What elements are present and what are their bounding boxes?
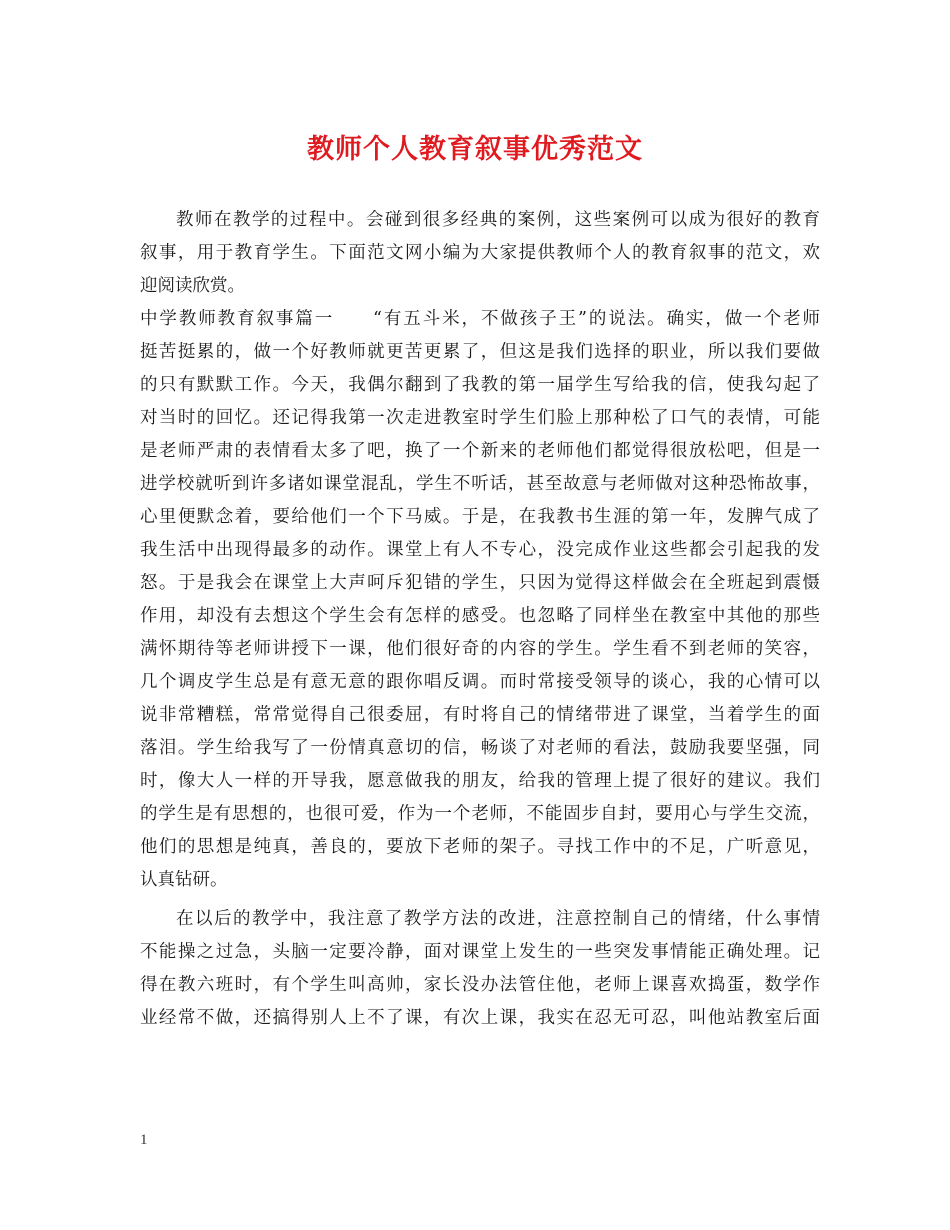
paragraph-line: 怒。于是我会在课堂上大声呵斥犯错的学生，只因为觉得这样做会在全班起到震慑 — [140, 573, 820, 593]
paragraph-line: 心里便默念着，要给他们一个下马威。于是，在我教书生涯的第一年，发脾气成了 — [140, 507, 820, 527]
paragraph-line: 是老师严肃的表情看太多了吧，换了一个新来的老师他们都觉得很放松吧，但是一 — [140, 441, 820, 461]
paragraph-line: 他们的思想是纯真，善良的，要放下老师的架子。寻找工作中的不足，广听意见， — [140, 837, 820, 857]
paragraph-line: 认真钻研。 — [140, 870, 228, 890]
paragraph-line: 在以后的教学中，我注意了教学方法的改进，注意控制自己的情绪，什么事情 — [176, 909, 820, 929]
paragraph-line: 进学校就听到许多诸如课堂混乱，学生不听话，甚至故意与老师做对这种恐怖故事， — [140, 474, 820, 494]
paragraph-line: 不能操之过急，头脑一定要冷静，面对课堂上发生的一些突发事情能正确处理。记 — [140, 942, 820, 962]
document-body — [140, 204, 820, 1035]
paragraph-line: 中学教师教育叙事篇一 “有五斗米，不做孩子王”的说法。确实，做一个老师 — [140, 309, 820, 329]
paragraph-line: 教师在教学的过程中。会碰到很多经典的案例，这些案例可以成为很好的教育 — [176, 210, 820, 230]
paragraph-line: 落泪。学生给我写了一份情真意切的信，畅谈了对老师的看法，鼓励我要坚强，同 — [140, 738, 820, 758]
page-number: 1 — [140, 1132, 148, 1148]
document-title: 教师个人教育叙事优秀范文 — [307, 134, 643, 165]
paragraph-line: 得在教六班时，有个学生叫高帅，家长没办法管住他，老师上课喜欢捣蛋，数学作 — [140, 975, 820, 995]
paragraph — [140, 204, 820, 303]
paragraph-line: 叙事，用于教育学生。下面范文网小编为大家提供教师个人的教育叙事的范文，欢 — [140, 243, 820, 263]
paragraph-line: 几个调皮学生总是有意无意的跟你唱反调。而时常接受领导的谈心，我的心情可以 — [140, 672, 820, 692]
paragraph-line: 迎阅读欣赏。 — [140, 276, 245, 296]
paragraph-line: 说非常糟糕，常常觉得自己很委屈，有时将自己的情绪带进了课堂，当着学生的面 — [140, 705, 820, 725]
paragraph-line: 作用，却没有去想这个学生会有怎样的感受。也忽略了同样坐在教室中其他的那些 — [140, 606, 820, 626]
paragraph-line: 我生活中出现得最多的动作。课堂上有人不专心，没完成作业这些都会引起我的发 — [140, 540, 820, 560]
paragraph-line: 满怀期待等老师讲授下一课，他们很好奇的内容的学生。学生看不到老师的笑容， — [140, 639, 820, 659]
paragraph-line: 挺苦挺累的，做一个好教师就更苦更累了，但这是我们选择的职业，所以我们要做 — [140, 342, 820, 362]
paragraph-line: 对当时的回忆。还记得我第一次走进教室时学生们脸上那种松了口气的表情，可能 — [140, 408, 820, 428]
paragraph — [140, 303, 820, 897]
paragraph-line: 的只有默默工作。今天，我偶尔翻到了我教的第一届学生写给我的信，使我勾起了 — [140, 375, 820, 395]
paragraph-line: 业经常不做，还搞得别人上不了课，有次上课，我实在忍无可忍，叫他站教室后面 — [140, 1008, 820, 1028]
paragraph-line: 时，像大人一样的开导我，愿意做我的朋友，给我的管理上提了很好的建议。我们 — [140, 771, 820, 791]
paragraph-line: 的学生是有思想的，也很可爱，作为一个老师，不能固步自封，要用心与学生交流， — [140, 804, 820, 824]
paragraph — [140, 903, 820, 1035]
